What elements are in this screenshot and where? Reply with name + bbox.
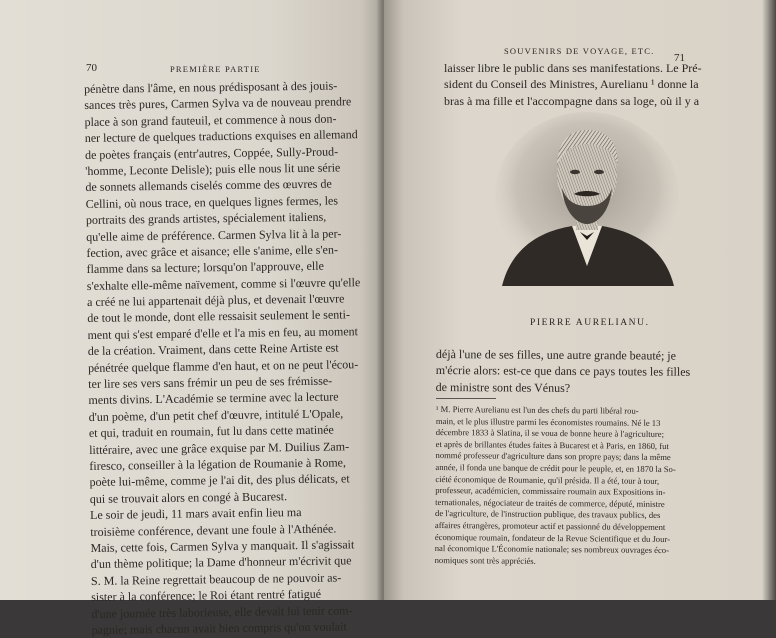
text-line: sances très pures, Carmen Sylva va de nouveau prendre [84,94,352,113]
right-page [384,0,776,600]
text-line: flamme dans sa lecture; lorsqu'on l'approuve, elle [86,258,324,277]
text-line: professeur, académicien, commissaire roumain aux Expositions in- [435,485,666,498]
text-line: d'une journée très laborieuse, elle devait lui tenir com- [91,602,353,621]
text-line: portraits des grands artistes, spécialement italiens, [85,209,327,228]
text-line: pénètre dans l'âme, en nous prédisposant à des jouis- [84,78,338,96]
text-line: de la création. Vraiment, dans cette Reine Artiste est [87,340,339,359]
footnote-text [435,404,732,569]
text-line: de l'agriculture, de l'instruction publique, des travaux publics, des [435,508,661,521]
text-line: d'un thème politique; la Dame d'honneur m'écrivit que [90,553,352,572]
text-line: pagnie; mais chacun avait bien compris qu'on voulait [91,619,347,637]
text-line: poète lui-même, comme je l'ai dit, des plus délicats, et [89,471,350,490]
left-page-number: 70 [86,62,97,74]
right-page-body-text [436,346,726,397]
text-line: de poètes français (entr'autres, Coppée, Sully-Proud- [84,144,339,162]
text-line: économique roumain, fondateur de la Revue Scientifique et du Jour- [434,531,671,544]
text-line: fection, avec grâce et aisance; elle s'anime, elle s'en- [86,242,339,260]
text-line: nal économique L'Économie nationale; ses nombreux ouvrages éco- [434,543,669,556]
text-line: laisser libre le public dans ses manifestations. Le Pré- [444,61,702,75]
text-line: S. M. la Reine regrettait beaucoup de ne pouvoir as- [90,570,342,588]
right-page-number: 71 [674,52,685,64]
portrait-caption: PIERRE AURELIANU. [530,318,650,328]
text-line: s'exhalte elle-même naïvement, comme si l'œuvre qu'elle [86,274,361,293]
text-line: ment qui s'est emparé d'elle et l'a mis en feu, au moment [87,324,359,342]
text-line: nomiques sont très appréciés. [434,554,536,566]
text-line: firesco, conseiller à la légation de Roumanie à Rome, [89,455,347,473]
text-line: 'homme, Leconte Delisle); puis elle nous lit une série [85,160,341,178]
text-line: Le soir de jeudi, 11 mars avait enfin lieu ma [89,505,302,523]
text-line: déjà l'une de ses filles, une autre grande beauté; je [435,346,677,363]
text-line: a créé ne lui appartenait déjà plus, et devenait l'œuvre [86,291,345,310]
text-line: Cellini, où nous trace, en quelques lignes fermes, les [85,193,339,211]
text-line: de tout le monde, dont elle ressaisit seulement le senti- [87,307,350,326]
text-line: décembre 1833 à Slatina, il se voua de bonne heure à l'agriculture; [435,427,665,440]
text-line: d'un poème, d'un petit chef d'œuvre, intitulé L'Opale, [88,406,344,424]
text-line: sident du Conseil des Ministres, Aurelianu ¹ donne la [444,77,699,92]
right-page-top-text [444,60,704,109]
portrait-engraving [492,116,682,286]
left-page-text [84,77,366,638]
text-line: sister à la conférence; le Roi étant rentré fatigué [91,586,322,605]
text-line: m'écrie alors: est-ce que dans ce pays toutes les filles [435,363,691,380]
text-line: affaires étrangères, promoteur actif et passionné du développement [434,519,666,532]
text-line: pénétrée quelque flamme d'en haut, et on ne peut l'écou- [87,356,359,375]
background-edge [762,0,776,600]
text-line: bras à ma fille et l'accompagne dans sa loge, où il y a [444,93,700,108]
text-line: ciété économique de Roumanie, qu'il présida. Il a été, tour à tour, [435,473,660,486]
text-line: qui se trouvait alors en congé à Bucarest. [89,488,288,506]
text-line: troisième conférence, devant une foule à l'Athénée. [90,521,337,539]
left-running-head: PREMIÈRE PARTIE [170,64,261,74]
text-line: ternationales, négociateur de traités de commerce, député, ministre [435,496,665,509]
text-line: année, il fonda une banque de crédit pour le peuple, et, en 1870 la So- [435,461,676,475]
text-line: place à son grand fauteuil, et commence à nous don- [84,111,337,129]
text-line: et après de brillantes études faites à Bucarest et à Paris, en 1860, fut [435,438,669,451]
text-line: ¹ M. Pierre Aurelianu est l'un des chefs du parti libéral rou- [435,404,639,416]
text-line: de sonnets allemands ciselés comme des œuvres de [85,176,332,195]
text-line: ter lire ses vers sans frémir un peu de ses frémisse- [88,373,333,392]
text-line: Mais, cette fois, Carmen Sylva y manquait. Il s'agissait [90,537,355,555]
footnote-rule [436,398,496,399]
left-page [0,0,384,637]
text-line: et qui, traduit en roumain, fut lu dans cette matinée [88,422,334,441]
text-line: ner lecture de quelques traductions exquises en allemand [84,127,358,146]
text-line: ments divins. L'Académie se termine avec la lecture [88,389,339,408]
text-line: de ministre sont des Vénus? [435,379,571,395]
text-line: qu'elle aime de préférence. Carmen Sylva lit à la per- [86,225,342,244]
text-line: nommé professeur d'agriculture dans son propre pays; dans la même [435,450,671,463]
text-line: littéraire, avec une grâce exquise par M. Duilius Zam- [89,438,350,457]
text-line: main, et le plus illustre parmi les économistes roumains. Né le 13 [435,415,661,428]
right-running-head: SOUVENIRS DE VOYAGE, ETC. [504,46,655,56]
